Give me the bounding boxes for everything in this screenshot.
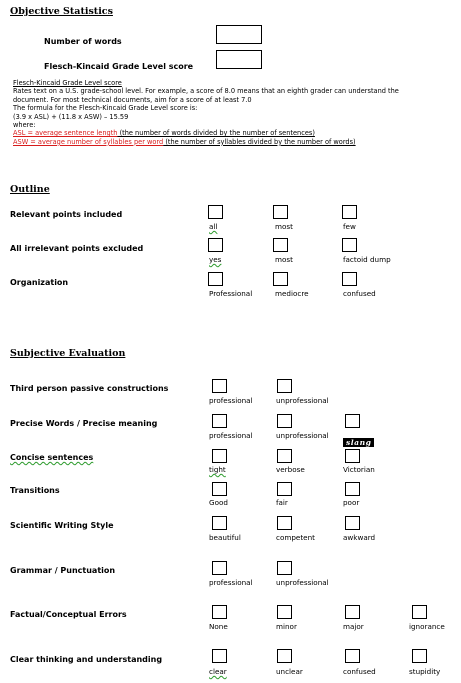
concise-tight-checkbox[interactable] [212,449,227,463]
outline-irrelevant-yes-label: yes [209,255,222,264]
clear-unclear-label: unclear [276,667,303,676]
outline-organization-professional-label: Professional [209,289,253,298]
clear-stupidity-label: stupidity [409,667,441,676]
clear-clear-checkbox[interactable] [212,649,227,663]
outline-irrelevant-most-checkbox[interactable] [273,238,288,252]
precise-slang-label: slang [343,438,374,447]
outline-irrelevant-factoid-checkbox[interactable] [342,238,357,252]
errors-major-label: major [343,622,364,631]
outline-row-label-organization: Organization [10,278,69,287]
style-awkward-label: awkward [343,533,376,542]
flesch-info-line3: The formula for the Flesch-Kincaid Grade Level score is: [13,104,198,113]
number-of-words-field[interactable] [216,25,262,44]
outline-irrelevant-most-label: most [275,255,293,264]
concise-verbose-checkbox[interactable] [277,449,292,463]
flesch-where: where: [13,121,36,130]
transitions-poor-checkbox[interactable] [345,482,360,496]
outline-row-label-irrelevant: All irrelevant points excluded [10,244,144,253]
style-beautiful-label: beautiful [209,533,241,542]
errors-ignorance-checkbox[interactable] [412,605,427,619]
clear-clear-label: clear [209,667,227,676]
style-competent-label: competent [276,533,315,542]
precise-professional-label: professional [209,431,253,440]
errors-none-checkbox[interactable] [212,605,227,619]
passive-unprofessional-label: unprofessional [276,396,329,405]
asw-definition [13,138,399,146]
number-of-words-label: Number of words [44,37,122,46]
outline-section-title: Outline [10,184,50,195]
outline-relevant-most-label: most [275,222,293,231]
grammar-unprofessional-label: unprofessional [276,578,329,587]
precise-unprofessional-checkbox[interactable] [277,414,292,428]
concise-tight-label: tight [209,465,226,474]
style-awkward-checkbox[interactable] [345,516,360,530]
passive-professional-label: professional [209,396,253,405]
outline-organization-mediocre-label: mediocre [275,289,309,298]
clear-stupidity-checkbox[interactable] [412,649,427,663]
precise-slang-checkbox[interactable] [345,414,360,428]
outline-organization-mediocre-checkbox[interactable] [273,272,288,286]
clear-confused-label: confused [343,667,376,676]
asw-desc: (the number of syllables divided by the number of words) [163,137,356,146]
grammar-professional-label: professional [209,578,253,587]
transitions-good-label: Good [209,498,228,507]
passive-professional-checkbox[interactable] [212,379,227,393]
asl-term: ASL = average sentence length [13,129,118,138]
flesch-formula: (3.9 x ASL) + (11.8 x ASW) – 15.59 [13,112,129,121]
subjective-row-label-style: Scientific Writing Style [10,521,114,530]
outline-relevant-all-label: all [209,222,218,231]
subjective-row-label-concise: Concise sentences [10,453,94,462]
flesch-info-heading: Flesch-Kincaid Grade Level score [13,79,122,87]
subjective-row-label-precise: Precise Words / Precise meaning [10,419,158,428]
outline-relevant-few-label: few [343,222,356,231]
flesch-info-line2: document. For most technical documents, aim for a score of at least 7.0 [13,95,252,104]
flesch-score-field[interactable] [216,50,262,69]
outline-organization-confused-label: confused [343,289,376,298]
outline-relevant-few-checkbox[interactable] [342,205,357,219]
objective-section-title: Objective Statistics [10,6,113,17]
outline-organization-confused-checkbox[interactable] [342,272,357,286]
concise-victorian-label: Victorian [343,465,375,474]
grammar-professional-checkbox[interactable] [212,561,227,575]
transitions-good-checkbox[interactable] [212,482,227,496]
subjective-row-label-grammar: Grammar / Punctuation [10,566,116,575]
asl-definition [13,129,399,137]
precise-slang-label-wrap [343,430,374,449]
subjective-row-label-clear: Clear thinking and understanding [10,655,163,664]
flesch-score-label: Flesch-Kincaid Grade Level score [44,62,194,71]
subjective-row-label-errors: Factual/Conceptual Errors [10,610,127,619]
grammar-unprofessional-checkbox[interactable] [277,561,292,575]
outline-relevant-most-checkbox[interactable] [273,205,288,219]
errors-minor-label: minor [276,622,297,631]
errors-none-label: None [209,622,228,631]
clear-confused-checkbox[interactable] [345,649,360,663]
errors-minor-checkbox[interactable] [277,605,292,619]
transitions-fair-label: fair [276,498,288,507]
concise-verbose-label: verbose [276,465,305,474]
outline-relevant-all-checkbox[interactable] [208,205,223,219]
outline-row-label-relevant: Relevant points included [10,210,123,219]
transitions-poor-label: poor [343,498,360,507]
outline-irrelevant-factoid-label: factoid dump [343,255,391,264]
outline-organization-professional-checkbox[interactable] [208,272,223,286]
subjective-row-label-passive: Third person passive constructions [10,384,169,393]
precise-unprofessional-label: unprofessional [276,431,329,440]
outline-irrelevant-yes-checkbox[interactable] [208,238,223,252]
errors-major-checkbox[interactable] [345,605,360,619]
errors-ignorance-label: ignorance [409,622,445,631]
style-competent-checkbox[interactable] [277,516,292,530]
asl-desc: (the number of words divided by the number of sentences) [117,129,315,138]
clear-unclear-checkbox[interactable] [277,649,292,663]
subjective-row-label-transitions: Transitions [10,486,60,495]
precise-professional-checkbox[interactable] [212,414,227,428]
subjective-section-title: Subjective Evaluation [10,348,126,359]
passive-unprofessional-checkbox[interactable] [277,379,292,393]
flesch-info-block [13,79,399,146]
asw-term: ASW = average number of syllables per word [13,137,164,146]
flesch-info-line1: Rates text on a U.S. grade-school level. For example, a score of 8.0 means that an eighth grader can understand the [13,87,399,96]
concise-victorian-checkbox[interactable] [345,449,360,463]
transitions-fair-checkbox[interactable] [277,482,292,496]
style-beautiful-checkbox[interactable] [212,516,227,530]
